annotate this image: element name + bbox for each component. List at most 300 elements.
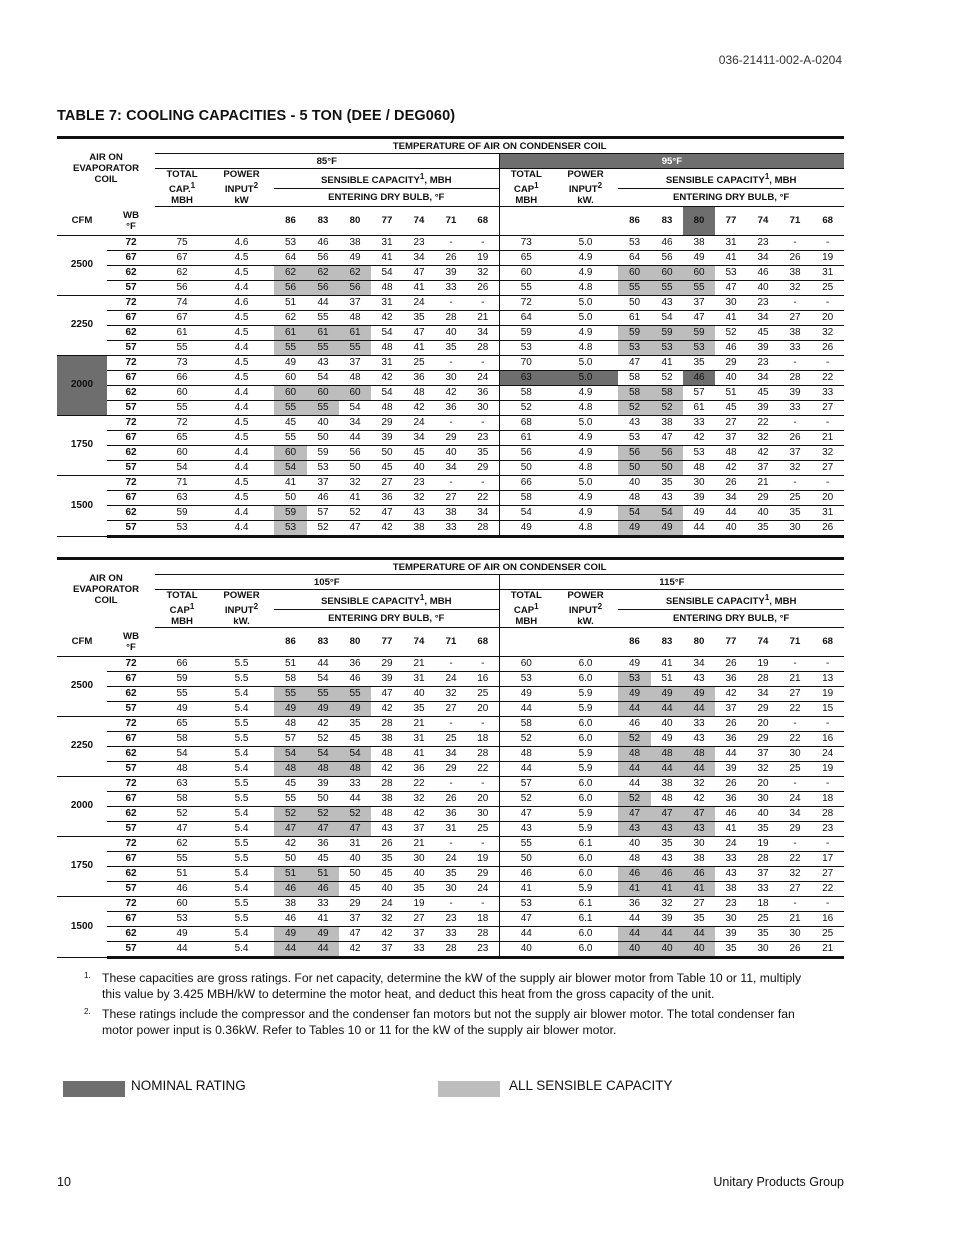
dry-bulb-col-header: 68 bbox=[467, 207, 499, 236]
data-cell: 60 bbox=[618, 265, 651, 280]
data-cell: 53 bbox=[307, 460, 339, 475]
data-cell: 32 bbox=[779, 866, 811, 881]
data-cell: - bbox=[779, 295, 811, 310]
table-row bbox=[57, 761, 844, 776]
data-cell: 38 bbox=[683, 235, 715, 250]
data-cell: 35 bbox=[435, 340, 467, 355]
data-cell: 56 bbox=[307, 280, 339, 295]
data-cell: 55 bbox=[155, 686, 209, 701]
data-cell: 32 bbox=[403, 791, 435, 806]
data-cell: 44 bbox=[651, 701, 683, 716]
data-cell: 45 bbox=[371, 460, 403, 475]
data-cell: 55 bbox=[307, 340, 339, 355]
data-cell: 39 bbox=[747, 340, 779, 355]
data-cell: 13 bbox=[811, 671, 844, 686]
data-cell: 50 bbox=[307, 430, 339, 445]
data-cell: 20 bbox=[811, 490, 844, 505]
data-cell: 32 bbox=[651, 896, 683, 911]
table-row bbox=[57, 445, 844, 460]
data-cell: 19 bbox=[811, 761, 844, 776]
wb-value: 67 bbox=[107, 310, 155, 325]
footnote-ref: 1 bbox=[764, 171, 770, 181]
data-cell: 42 bbox=[715, 686, 747, 701]
data-cell: 55 bbox=[618, 280, 651, 295]
data-cell: 40 bbox=[307, 415, 339, 430]
table-row bbox=[57, 896, 844, 911]
data-cell: 52 bbox=[618, 791, 651, 806]
data-cell: 15 bbox=[811, 701, 844, 716]
data-cell: 16 bbox=[811, 731, 844, 746]
table-row bbox=[57, 490, 844, 505]
left-temp-header: 85°F bbox=[155, 154, 499, 169]
data-cell: 22 bbox=[811, 370, 844, 385]
footnote-1: 1. These capacities are gross ratings. For net capacity, determine the kW of the supply air blower motor from Table 10 or 11, multiply this value by 3.425 MBH/kW to determine the motor heat, and deduct this heat from the gross capacity of the unit. bbox=[84, 971, 802, 1001]
data-cell: 58 bbox=[499, 385, 553, 400]
data-cell: 61 bbox=[307, 325, 339, 340]
data-cell: 5.5 bbox=[209, 731, 274, 746]
data-cell: 52 bbox=[499, 791, 553, 806]
data-cell: 41 bbox=[403, 340, 435, 355]
data-cell: 31 bbox=[715, 235, 747, 250]
data-cell: 47 bbox=[618, 355, 651, 370]
cooling-capacity-table-1 bbox=[57, 136, 844, 538]
table-row bbox=[57, 280, 844, 295]
data-cell: 50 bbox=[499, 460, 553, 475]
table-row bbox=[57, 265, 844, 280]
data-cell: 44 bbox=[683, 926, 715, 941]
data-cell: 4.4 bbox=[209, 520, 274, 536]
data-cell: 6.0 bbox=[553, 656, 618, 671]
data-cell: 24 bbox=[435, 671, 467, 686]
data-cell: 5.9 bbox=[553, 821, 618, 836]
air-on-label: EVAPORATOR bbox=[72, 163, 140, 174]
data-cell: 25 bbox=[747, 911, 779, 926]
data-cell: 42 bbox=[747, 445, 779, 460]
data-cell: 56 bbox=[499, 445, 553, 460]
data-cell: 63 bbox=[155, 490, 209, 505]
data-cell: 24 bbox=[403, 295, 435, 310]
data-cell: 32 bbox=[779, 460, 811, 475]
data-cell: 53 bbox=[618, 671, 651, 686]
data-cell: 4.4 bbox=[209, 400, 274, 415]
data-cell: 22 bbox=[467, 490, 499, 505]
data-cell: 35 bbox=[715, 941, 747, 957]
table-row bbox=[57, 400, 844, 415]
data-cell: 30 bbox=[715, 911, 747, 926]
data-cell: 29 bbox=[435, 761, 467, 776]
data-cell: 42 bbox=[403, 806, 435, 821]
data-cell: 39 bbox=[715, 926, 747, 941]
data-cell: 34 bbox=[467, 325, 499, 340]
data-cell: 37 bbox=[371, 941, 403, 957]
data-cell: 47 bbox=[371, 686, 403, 701]
table-row bbox=[57, 656, 844, 671]
data-cell: 60 bbox=[339, 385, 371, 400]
data-cell: 50 bbox=[651, 460, 683, 475]
footnote-ref: 1 bbox=[190, 181, 196, 190]
data-cell: 50 bbox=[499, 851, 553, 866]
data-cell: 19 bbox=[467, 250, 499, 265]
data-cell: 26 bbox=[715, 475, 747, 490]
data-cell: 40 bbox=[715, 370, 747, 385]
data-cell: 38 bbox=[371, 731, 403, 746]
data-cell: 34 bbox=[779, 806, 811, 821]
data-cell: 68 bbox=[499, 415, 553, 430]
data-cell: 59 bbox=[155, 671, 209, 686]
data-cell: 59 bbox=[155, 505, 209, 520]
data-cell: 23 bbox=[403, 235, 435, 250]
data-cell: 35 bbox=[747, 520, 779, 536]
data-cell: 47 bbox=[274, 821, 307, 836]
data-cell: 23 bbox=[811, 821, 844, 836]
wb-value: 62 bbox=[107, 445, 155, 460]
data-cell: 20 bbox=[467, 791, 499, 806]
wb-value: 72 bbox=[107, 235, 155, 250]
data-cell: - bbox=[467, 656, 499, 671]
data-cell: 35 bbox=[371, 851, 403, 866]
data-cell: 35 bbox=[683, 911, 715, 926]
data-cell: 40 bbox=[618, 475, 651, 490]
data-cell: 42 bbox=[307, 716, 339, 731]
data-cell: 61 bbox=[274, 325, 307, 340]
data-cell: 23 bbox=[467, 941, 499, 957]
data-cell: 5.5 bbox=[209, 656, 274, 671]
dry-bulb-col-header: 86 bbox=[274, 628, 307, 657]
data-cell: 28 bbox=[467, 340, 499, 355]
data-cell: 48 bbox=[274, 716, 307, 731]
data-cell: 72 bbox=[155, 415, 209, 430]
data-cell: 35 bbox=[779, 505, 811, 520]
data-cell: 18 bbox=[467, 911, 499, 926]
data-cell: 49 bbox=[618, 656, 651, 671]
data-cell: - bbox=[811, 295, 844, 310]
data-cell: 49 bbox=[499, 686, 553, 701]
data-cell: - bbox=[467, 295, 499, 310]
data-cell: 49 bbox=[307, 701, 339, 716]
data-cell: 66 bbox=[499, 475, 553, 490]
input-label: INPUT bbox=[224, 605, 254, 617]
air-on-label: EVAPORATOR bbox=[72, 584, 140, 595]
data-cell: 60 bbox=[274, 370, 307, 385]
data-cell: 35 bbox=[747, 821, 779, 836]
data-cell: 32 bbox=[747, 761, 779, 776]
table-row bbox=[57, 806, 844, 821]
data-cell: 39 bbox=[435, 265, 467, 280]
data-cell: 31 bbox=[403, 671, 435, 686]
power-label: POWER bbox=[567, 169, 604, 180]
data-cell: 46 bbox=[715, 806, 747, 821]
data-cell: 33 bbox=[779, 400, 811, 415]
table-row bbox=[57, 430, 844, 445]
data-cell: 62 bbox=[339, 265, 371, 280]
data-cell: 20 bbox=[467, 701, 499, 716]
dry-bulb-col-header: 74 bbox=[747, 207, 779, 236]
data-cell: 4.4 bbox=[209, 505, 274, 520]
data-cell: 4.8 bbox=[553, 520, 618, 536]
data-cell: 28 bbox=[467, 926, 499, 941]
wb-value: 72 bbox=[107, 896, 155, 911]
data-cell: 27 bbox=[683, 896, 715, 911]
data-cell: 5.0 bbox=[553, 475, 618, 490]
cfm-value: 2500 bbox=[57, 656, 107, 716]
power-input-header bbox=[553, 590, 618, 628]
data-cell: 70 bbox=[499, 355, 553, 370]
data-cell: 30 bbox=[779, 746, 811, 761]
kw-label: kW bbox=[234, 195, 249, 207]
data-cell: 45 bbox=[307, 851, 339, 866]
wb-value: 62 bbox=[107, 926, 155, 941]
data-cell: 48 bbox=[371, 806, 403, 821]
table-row bbox=[57, 821, 844, 836]
data-cell: 48 bbox=[683, 746, 715, 761]
data-cell: 60 bbox=[274, 385, 307, 400]
table-row bbox=[57, 836, 844, 851]
data-cell: 21 bbox=[811, 430, 844, 445]
data-cell: 24 bbox=[779, 791, 811, 806]
spacer-cell bbox=[499, 207, 553, 236]
data-cell: - bbox=[467, 836, 499, 851]
wb-header bbox=[107, 207, 155, 236]
data-cell: 23 bbox=[403, 475, 435, 490]
sensible-label: SENSIBLE CAPACITY bbox=[665, 596, 765, 607]
data-cell: 18 bbox=[811, 791, 844, 806]
data-cell: 58 bbox=[274, 671, 307, 686]
data-cell: 29 bbox=[435, 430, 467, 445]
data-cell: 39 bbox=[371, 671, 403, 686]
total-cap-header bbox=[499, 590, 553, 628]
sensible-capacity-header bbox=[618, 590, 844, 610]
data-cell: 46 bbox=[499, 866, 553, 881]
data-cell: 29 bbox=[779, 821, 811, 836]
data-cell: 42 bbox=[715, 460, 747, 475]
data-cell: 28 bbox=[747, 851, 779, 866]
air-on-evaporator-header bbox=[57, 559, 155, 628]
data-cell: 53 bbox=[618, 340, 651, 355]
data-cell: 65 bbox=[499, 250, 553, 265]
cfm-value: 2250 bbox=[57, 295, 107, 355]
cfm-value: 2500 bbox=[57, 235, 107, 295]
data-cell: 53 bbox=[499, 671, 553, 686]
data-cell: 60 bbox=[307, 385, 339, 400]
wb-value: 57 bbox=[107, 821, 155, 836]
wb-value: 72 bbox=[107, 776, 155, 791]
data-cell: 36 bbox=[435, 806, 467, 821]
data-cell: 28 bbox=[811, 806, 844, 821]
data-cell: 34 bbox=[467, 505, 499, 520]
data-cell: 42 bbox=[403, 400, 435, 415]
data-cell: 53 bbox=[274, 520, 307, 536]
table-row bbox=[57, 520, 844, 536]
power-label: POWER bbox=[223, 590, 260, 601]
dry-bulb-col-header: 71 bbox=[435, 207, 467, 236]
data-cell: 42 bbox=[683, 430, 715, 445]
entering-dry-bulb-header: ENTERING DRY BULB, °F bbox=[618, 188, 844, 206]
data-cell: 25 bbox=[467, 686, 499, 701]
sensible-tail: , MBH bbox=[769, 596, 797, 607]
data-cell: 30 bbox=[779, 926, 811, 941]
data-cell: 48 bbox=[155, 761, 209, 776]
data-cell: 4.4 bbox=[209, 280, 274, 295]
data-cell: 40 bbox=[618, 941, 651, 957]
data-cell: 4.9 bbox=[553, 325, 618, 340]
dry-bulb-col-header: 83 bbox=[307, 628, 339, 657]
data-cell: 6.0 bbox=[553, 731, 618, 746]
data-cell: 49 bbox=[339, 250, 371, 265]
data-cell: 54 bbox=[155, 460, 209, 475]
data-cell: 60 bbox=[155, 385, 209, 400]
data-cell: 51 bbox=[274, 656, 307, 671]
data-cell: 48 bbox=[339, 761, 371, 776]
wb-value: 62 bbox=[107, 686, 155, 701]
nominal-rating-label: NOMINAL RATING bbox=[131, 1078, 246, 1093]
data-cell: 48 bbox=[403, 385, 435, 400]
data-cell: - bbox=[435, 415, 467, 430]
footnote-ref: 1 bbox=[189, 602, 195, 611]
data-cell: 46 bbox=[618, 716, 651, 731]
footnote-2: 2. These ratings include the compressor and the condenser fan motors but not the supply air blower motor. The total condenser fan motor power input is 0.36kW. Refer to Tables 10 or 11 for the kW of the supply air blower motor. bbox=[84, 1007, 795, 1037]
data-cell: 55 bbox=[274, 400, 307, 415]
dry-bulb-col-header: 77 bbox=[371, 628, 403, 657]
sensible-label: SENSIBLE CAPACITY bbox=[320, 175, 420, 186]
wb-label: WB bbox=[123, 630, 139, 642]
data-cell: - bbox=[435, 475, 467, 490]
data-cell: 48 bbox=[339, 370, 371, 385]
data-cell: 47 bbox=[683, 806, 715, 821]
data-cell: 47 bbox=[339, 520, 371, 536]
wb-value: 72 bbox=[107, 836, 155, 851]
data-cell: 27 bbox=[403, 911, 435, 926]
company-name: Unitary Products Group bbox=[713, 1175, 844, 1189]
data-cell: - bbox=[435, 836, 467, 851]
data-cell: 35 bbox=[651, 836, 683, 851]
data-cell: 32 bbox=[467, 265, 499, 280]
data-cell: 56 bbox=[274, 280, 307, 295]
condenser-temp-header: TEMPERATURE OF AIR ON CONDENSER COIL bbox=[155, 559, 844, 575]
data-cell: - bbox=[435, 896, 467, 911]
data-cell: 56 bbox=[155, 280, 209, 295]
data-cell: 71 bbox=[155, 475, 209, 490]
data-cell: 31 bbox=[371, 295, 403, 310]
data-cell: 36 bbox=[715, 671, 747, 686]
power-input-header bbox=[209, 169, 274, 207]
data-cell: 40 bbox=[435, 325, 467, 340]
data-cell: 37 bbox=[339, 295, 371, 310]
data-cell: 21 bbox=[467, 310, 499, 325]
dry-bulb-col-header: 80 bbox=[339, 207, 371, 236]
data-cell: 32 bbox=[747, 430, 779, 445]
data-cell: 37 bbox=[307, 475, 339, 490]
data-cell: 59 bbox=[499, 325, 553, 340]
data-cell: 36 bbox=[618, 896, 651, 911]
data-cell: 21 bbox=[403, 656, 435, 671]
data-cell: 4.4 bbox=[209, 340, 274, 355]
data-cell: 33 bbox=[403, 941, 435, 957]
data-cell: 47 bbox=[403, 265, 435, 280]
data-cell: 29 bbox=[467, 460, 499, 475]
data-cell: - bbox=[779, 475, 811, 490]
table-row bbox=[57, 295, 844, 310]
mbh-label: MBH bbox=[171, 616, 193, 628]
data-cell: 26 bbox=[435, 250, 467, 265]
table-row bbox=[57, 746, 844, 761]
dry-bulb-col-header: 74 bbox=[403, 628, 435, 657]
cfm-value: 1500 bbox=[57, 896, 107, 957]
data-cell: 26 bbox=[779, 430, 811, 445]
data-cell: 41 bbox=[651, 881, 683, 896]
footnote-ref: 2 bbox=[597, 181, 603, 190]
data-cell: 56 bbox=[651, 250, 683, 265]
data-cell: 52 bbox=[618, 731, 651, 746]
table-row bbox=[57, 776, 844, 791]
entering-dry-bulb-header: ENTERING DRY BULB, °F bbox=[274, 609, 499, 627]
data-cell: 27 bbox=[779, 310, 811, 325]
data-cell: 51 bbox=[715, 385, 747, 400]
footnote-ref: 1 bbox=[764, 592, 770, 602]
table-row bbox=[57, 731, 844, 746]
data-cell: 30 bbox=[467, 400, 499, 415]
data-cell: 33 bbox=[779, 340, 811, 355]
data-cell: 6.0 bbox=[553, 926, 618, 941]
data-cell: 5.4 bbox=[209, 926, 274, 941]
data-cell: 49 bbox=[274, 701, 307, 716]
data-cell: 43 bbox=[371, 821, 403, 836]
data-cell: 37 bbox=[339, 355, 371, 370]
data-cell: 21 bbox=[779, 671, 811, 686]
dry-bulb-col-header: 71 bbox=[779, 628, 811, 657]
data-cell: 29 bbox=[747, 731, 779, 746]
table-row bbox=[57, 941, 844, 957]
data-cell: 28 bbox=[371, 776, 403, 791]
table-row bbox=[57, 385, 844, 400]
data-cell: 40 bbox=[339, 851, 371, 866]
data-cell: 40 bbox=[435, 445, 467, 460]
data-cell: 60 bbox=[155, 896, 209, 911]
data-cell: 23 bbox=[747, 235, 779, 250]
data-cell: 30 bbox=[683, 475, 715, 490]
data-cell: 47 bbox=[339, 926, 371, 941]
wb-value: 62 bbox=[107, 385, 155, 400]
data-cell: - bbox=[811, 656, 844, 671]
data-cell: 55 bbox=[651, 280, 683, 295]
data-cell: 32 bbox=[339, 475, 371, 490]
dry-bulb-col-header: 68 bbox=[811, 628, 844, 657]
data-cell: 56 bbox=[339, 445, 371, 460]
data-cell: 56 bbox=[651, 445, 683, 460]
data-cell: - bbox=[779, 716, 811, 731]
data-cell: 25 bbox=[403, 355, 435, 370]
data-cell: 5.4 bbox=[209, 881, 274, 896]
data-cell: 4.5 bbox=[209, 310, 274, 325]
data-cell: - bbox=[467, 896, 499, 911]
data-cell: 53 bbox=[683, 445, 715, 460]
table-row bbox=[57, 235, 844, 250]
data-cell: 54 bbox=[155, 746, 209, 761]
power-label: POWER bbox=[223, 169, 260, 180]
data-cell: - bbox=[811, 896, 844, 911]
data-cell: 5.5 bbox=[209, 836, 274, 851]
data-cell: 44 bbox=[651, 926, 683, 941]
data-cell: 26 bbox=[811, 520, 844, 536]
data-cell: 52 bbox=[499, 731, 553, 746]
data-cell: 30 bbox=[683, 836, 715, 851]
data-cell: 38 bbox=[403, 520, 435, 536]
data-cell: 30 bbox=[467, 806, 499, 821]
data-cell: 39 bbox=[683, 490, 715, 505]
data-cell: 64 bbox=[618, 250, 651, 265]
table-row bbox=[57, 475, 844, 490]
data-cell: 23 bbox=[715, 896, 747, 911]
wb-value: 62 bbox=[107, 746, 155, 761]
